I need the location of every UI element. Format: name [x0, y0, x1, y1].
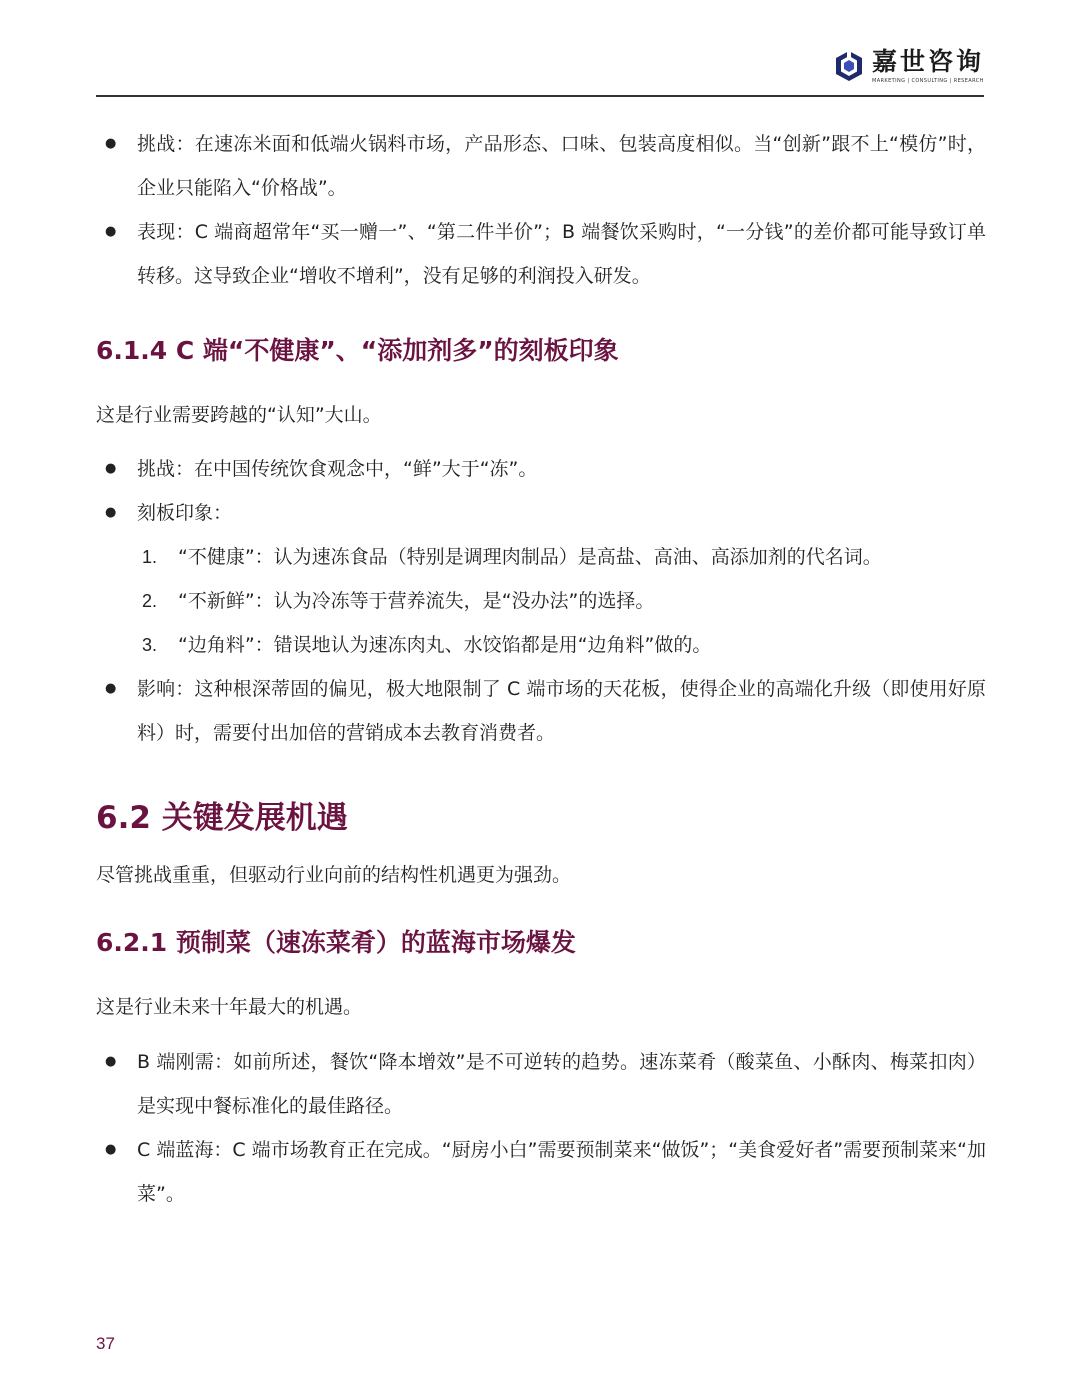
list-item: ● 刻板印象： — [96, 491, 986, 535]
header-divider — [96, 95, 984, 97]
section-intro: 这是行业需要跨越的“认知”大山。 — [96, 404, 382, 426]
brand-name: 嘉世咨询 — [871, 47, 984, 76]
list-item: ● C 端蓝海：C 端市场教育正在完成。“厨房小白”需要预制菜来“做饭”；“美食爱好者”需要预制菜来“加菜”。 — [96, 1128, 986, 1216]
list-item: ● 表现：C 端商超常年“买一赠一”、“第二件半价”；B 端餐饮采购时，“一分钱”的差价都可能导致订单转移。这导致企业“增收不增利”，没有足够的利润投入研发。 — [96, 210, 986, 298]
section-heading-6-1-4: 6.1.4 C 端“不健康”、“添加剂多”的刻板印象 — [96, 336, 619, 365]
numbered-item — [96, 535, 986, 579]
list-item: ● 挑战：在速冻米面和低端火锅料市场，产品形态、口味、包装高度相似。当“创新”跟不上“模仿”时，企业只能陷入“价格战”。 — [96, 122, 986, 210]
brand-logo — [834, 48, 984, 84]
section-heading-6-2: 6.2 关键发展机遇 — [96, 800, 348, 836]
section-intro: 尽管挑战重重，但驱动行业向前的结构性机遇更为强劲。 — [96, 864, 572, 886]
section-intro: 这是行业未来十年最大的机遇。 — [96, 996, 363, 1018]
item-text: “不新鲜”：认为冷冻等于营养流失，是“没办法”的选择。 — [178, 590, 655, 612]
item-number: 2. — [142, 591, 158, 611]
item-number: 3. — [142, 635, 158, 655]
numbered-item — [96, 579, 986, 623]
item-number: 1. — [142, 547, 158, 567]
page-content — [96, 122, 986, 1216]
stereotype-numbered-list — [96, 535, 986, 667]
jiashi-logo-icon — [834, 50, 864, 82]
impact-bullets — [96, 667, 986, 755]
list-item: ● 影响：这种根深蒂固的偏见，极大地限制了 C 端市场的天花板，使得企业的高端化升级（即使用好原料）时，需要付出加倍的营销成本去教育消费者。 — [96, 667, 986, 755]
section-heading-6-2-1: 6.2.1 预制菜（速冻菜肴）的蓝海市场爆发 — [96, 928, 576, 957]
stereotype-bullets — [96, 447, 986, 535]
page-number: 37 — [96, 1334, 115, 1353]
opportunity-bullets — [96, 1040, 986, 1216]
item-text: “边角料”：错误地认为速冻肉丸、水饺馅都是用“边角料”做的。 — [178, 634, 712, 656]
list-item: ● 挑战：在中国传统饮食观念中，“鲜”大于“冻”。 — [96, 447, 986, 491]
list-item: ● B 端刚需：如前所述，餐饮“降本增效”是不可逆转的趋势。速冻菜肴（酸菜鱼、小酥肉、梅菜扣肉）是实现中餐标准化的最佳路径。 — [96, 1040, 986, 1128]
brand-tagline: MARKETING | CONSULTING | RESEARCH — [871, 78, 984, 84]
challenge-bullets — [96, 122, 986, 298]
item-text: “不健康”：认为速冻食品（特别是调理肉制品）是高盐、高油、高添加剂的代名词。 — [178, 546, 882, 568]
numbered-item — [96, 623, 986, 667]
